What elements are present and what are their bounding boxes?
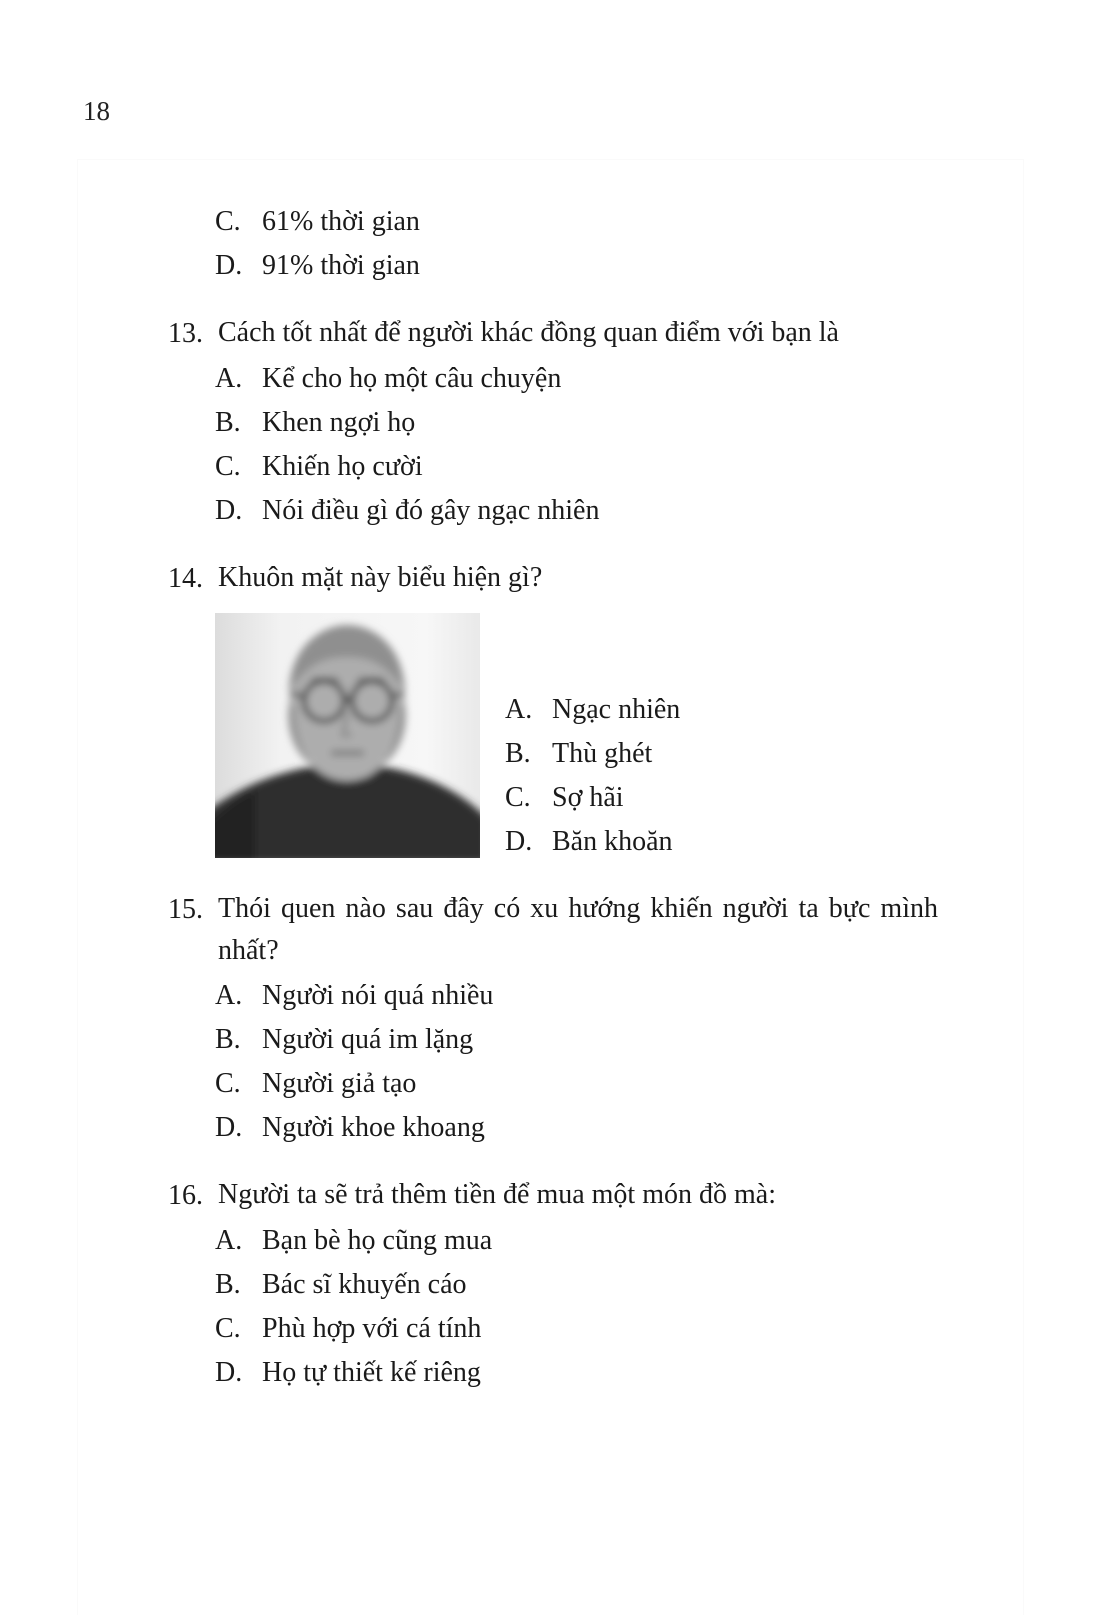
question-text: Khuôn mặt này biểu hiện gì? xyxy=(218,562,543,594)
option-label: A. xyxy=(215,363,243,395)
option-text: Bạn bè họ cũng mua xyxy=(262,1225,493,1257)
answer-option xyxy=(215,489,958,533)
option-text: Người nói quá nhiều xyxy=(262,979,494,1011)
option-text: Người khoe khoang xyxy=(262,1111,485,1143)
answer-option xyxy=(215,357,958,401)
option-text: Nói điều gì đó gây ngạc nhiên xyxy=(262,495,600,527)
option-text: Khiến họ cười xyxy=(262,451,423,483)
option-label: B. xyxy=(505,737,531,769)
answer-option xyxy=(215,974,958,1018)
option-text: Ngạc nhiên xyxy=(552,693,681,725)
option-label: C. xyxy=(215,1313,241,1345)
option-text: 61% thời gian xyxy=(262,206,420,237)
face-photo-drawing xyxy=(215,613,480,858)
option-label: C. xyxy=(215,206,241,237)
option-label: D. xyxy=(215,1111,243,1143)
option-text: Thù ghét xyxy=(552,737,653,769)
answer-option xyxy=(215,1263,958,1307)
option-label: B. xyxy=(215,1269,241,1301)
option-label: D. xyxy=(505,825,533,857)
option-text: Kể cho họ một câu chuyện xyxy=(262,363,562,395)
answer-option xyxy=(215,1018,958,1062)
question-15-options xyxy=(215,974,958,1150)
answer-option xyxy=(215,200,958,244)
question-14-options xyxy=(505,688,680,864)
option-text: Người giả tạo xyxy=(262,1067,417,1099)
option-label: D. xyxy=(215,1357,243,1389)
option-label: C. xyxy=(215,1067,241,1099)
question-head xyxy=(168,312,958,355)
question-head xyxy=(168,557,958,600)
question-13-options xyxy=(215,357,958,533)
answer-option xyxy=(215,445,958,489)
option-text: Bác sĩ khuyến cáo xyxy=(262,1269,467,1301)
answer-option xyxy=(215,1062,958,1106)
question-text: Người ta sẽ trả thêm tiền để mua một món đồ mà: xyxy=(218,1178,776,1210)
question-number: 13. xyxy=(168,318,203,349)
answer-option xyxy=(215,244,958,288)
option-label: B. xyxy=(215,1023,241,1055)
answer-option xyxy=(215,1219,958,1263)
question-12-options xyxy=(215,200,958,288)
answer-option xyxy=(215,1307,958,1351)
question-head xyxy=(168,1174,958,1217)
answer-option xyxy=(505,732,680,776)
question-text: Cách tốt nhất để người khác đồng quan điểm với bạn là xyxy=(218,317,839,348)
option-text: Người quá im lặng xyxy=(262,1023,474,1055)
option-label: D. xyxy=(215,250,243,281)
question-text: Thói quen nào sau đây có xu hướng khiến người ta bực mình nhất? xyxy=(218,892,938,966)
question-14 xyxy=(168,557,958,857)
page-number: 18 xyxy=(83,96,110,126)
option-label: A. xyxy=(505,693,533,725)
option-text: Băn khoăn xyxy=(552,825,673,857)
option-text: Họ tự thiết kế riêng xyxy=(262,1357,481,1389)
answer-option xyxy=(215,1106,958,1150)
option-label: A. xyxy=(215,1225,243,1257)
option-text: Phù hợp với cá tính xyxy=(262,1313,482,1345)
option-text: 91% thời gian xyxy=(262,250,420,281)
question-16 xyxy=(168,1174,958,1395)
answer-option xyxy=(505,820,680,864)
face-photo xyxy=(215,613,480,858)
option-text: Khen ngợi họ xyxy=(262,407,416,439)
answer-option xyxy=(505,688,680,732)
option-label: D. xyxy=(215,495,243,527)
question-number: 14. xyxy=(168,563,203,595)
question-15 xyxy=(168,888,958,1150)
answer-option xyxy=(215,401,958,445)
question-16-options xyxy=(215,1219,958,1395)
question-number: 15. xyxy=(168,893,203,925)
question-number: 16. xyxy=(168,1179,203,1211)
option-label: A. xyxy=(215,979,243,1011)
question-head xyxy=(168,888,958,972)
answer-option xyxy=(215,1351,958,1395)
answer-option xyxy=(505,776,680,820)
page-content xyxy=(168,200,958,1395)
option-label: C. xyxy=(215,451,241,483)
question-14-body xyxy=(215,613,958,858)
question-13 xyxy=(168,312,958,533)
option-text: Sợ hãi xyxy=(552,781,624,813)
option-label: C. xyxy=(505,781,531,813)
option-label: B. xyxy=(215,407,241,439)
